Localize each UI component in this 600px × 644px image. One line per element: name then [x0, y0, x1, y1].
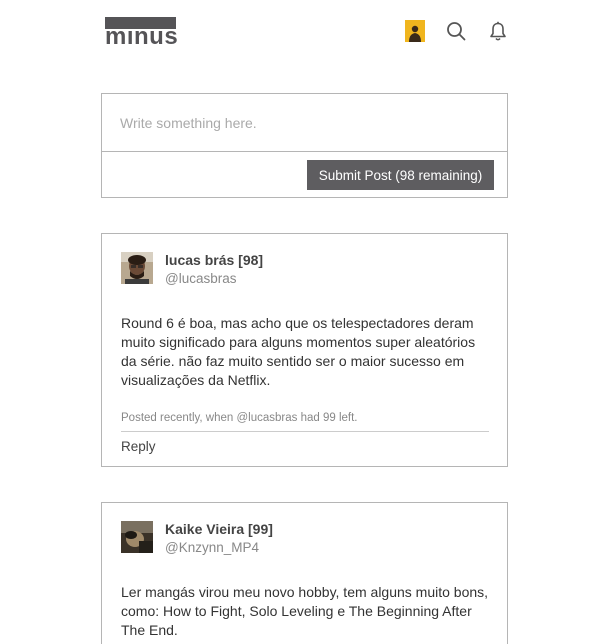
- post-divider: [121, 431, 489, 432]
- logo-text: minus: [105, 23, 179, 50]
- search-icon[interactable]: [445, 20, 467, 42]
- user-avatar-icon[interactable]: [405, 20, 425, 42]
- author-name[interactable]: Kaike Vieira [99]: [165, 521, 273, 537]
- author-name[interactable]: lucas brás [98]: [165, 252, 264, 268]
- post-body: Round 6 é boa, mas acho que os telespectadores deram muito significado para alguns momentos super aleatórios da série. não faz muito sentido ser o maior sucesso em visualizações da Netflix.: [121, 315, 476, 388]
- author-avatar[interactable]: [121, 252, 153, 284]
- post-author: [165, 252, 263, 287]
- post-card: [101, 233, 508, 467]
- reply-button[interactable]: Reply: [121, 439, 156, 454]
- author-avatar[interactable]: [121, 521, 153, 553]
- post-meta: Posted recently, when @lucasbras had 99 left.: [121, 412, 358, 424]
- post-input[interactable]: [102, 94, 507, 152]
- author-handle[interactable]: @Knzynn_MP4: [165, 540, 259, 555]
- submit-post-button[interactable]: Submit Post (98 remaining): [307, 160, 494, 190]
- minus-logo[interactable]: [105, 17, 177, 49]
- post-author: [165, 521, 273, 556]
- bell-icon[interactable]: [487, 20, 509, 42]
- post-card: [101, 502, 508, 644]
- header-icons: [405, 20, 509, 42]
- author-handle[interactable]: @lucasbras: [165, 271, 237, 286]
- post-composer: [101, 93, 508, 198]
- post-body: Ler mangás virou meu novo hobby, tem alguns muito bons, como: How to Fight, Solo Leveling e The Beginning After The End.: [121, 584, 489, 638]
